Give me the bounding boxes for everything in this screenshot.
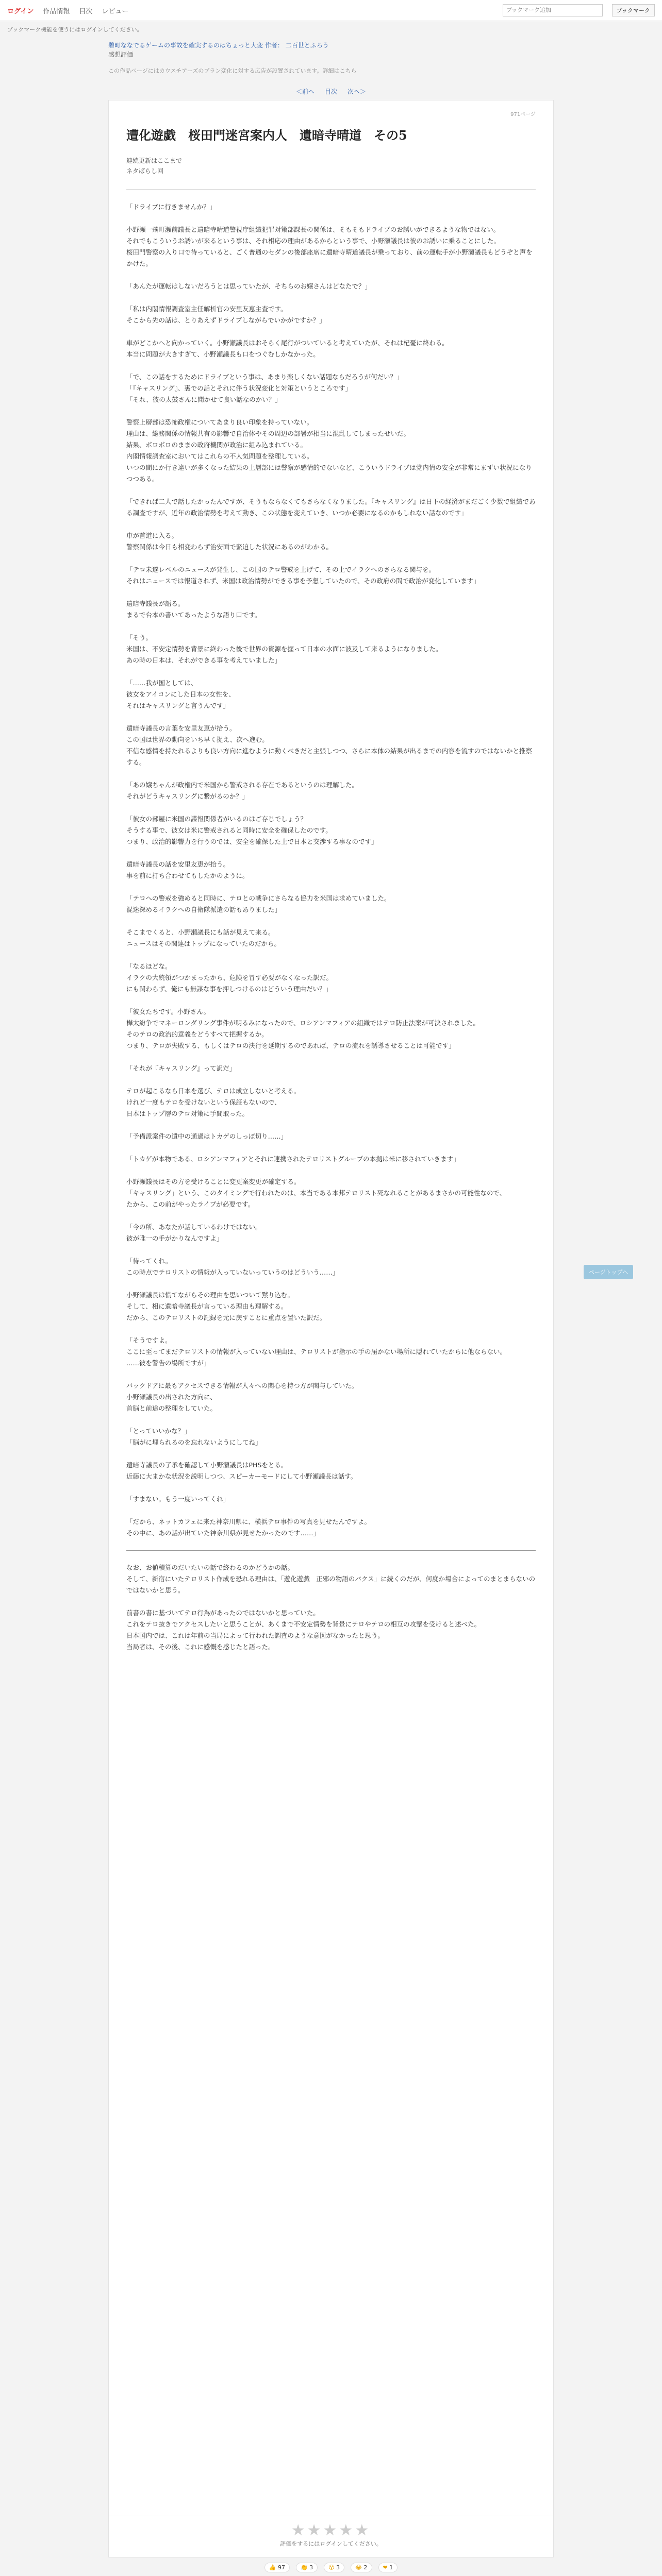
reaction-icon: 😂	[355, 2564, 362, 2571]
rating-hint: 評価をするにはログインしてください。	[280, 2540, 382, 2547]
story-paragraph: 遺暗寺議長の言葉を安里友恵が拾う。 この国は世界の動向をいち早く捉え、次へ進む。 不信な感情を持たれるよりも良い方向に進むように動くべきだと主張しつつ、さらに本体の結果が出るまでの内容を流すのではないかと推察する。	[126, 724, 533, 766]
story-paragraph: 遺暗寺議長の話を安里友恵が拾う。 事を前に打ち合わせてもしたかのように。	[126, 860, 249, 879]
story-paragraph: 車が首道に入る。 警察関係は今日も相変わらず治安面で緊迫した状況にあるのがわかる。	[126, 532, 333, 551]
story-paragraph: 「……我が国としては、 彼女をアイコンにした日本の女性を、 それはキャスリングと言うんです」	[126, 679, 235, 709]
story-paragraph: 小野瀬議長は慌てながらその理由を思いついて黙り込む。 そして、相に遺暗寺議長が言っている理由も理解する。 だから、このテロリストの記録を元に戻すことに重点を置いた訳だ。	[126, 1291, 326, 1321]
reaction-icon: ❤	[383, 2564, 388, 2571]
story-paragraph: 「だから、ネットカフェに来た神奈川県に、横浜テロ事件の写真を見せたんですよ。 その中に、あの話が出ていた神奈川県が見せたかったのです……」	[126, 1518, 371, 1537]
bookmark-input[interactable]	[503, 4, 603, 16]
chapter-title: 遭化遊戯 桜田門迷宮案内人 遺暗寺晴道 その5	[126, 128, 407, 143]
story-paragraph: 「彼女の部屋に米国の諜報関係者がいるのはご存じでしょう？ そうする事で、彼女は米に警戒されると同時に安全を確保したのです。 つまり、政治的影響力を行うのでは、安全を確保した上で日本と交渉する事なのです」	[126, 815, 378, 845]
reaction-icon: 😮	[328, 2564, 335, 2571]
reaction-icon: 👏	[300, 2564, 308, 2571]
story-paragraph: 「予備派案件の遺中の通過はトカゲのしっぽ切り……」	[126, 1132, 288, 1140]
reaction-button[interactable]	[378, 2563, 398, 2572]
reaction-count: 3	[309, 2564, 313, 2571]
pager-top	[0, 83, 662, 100]
reaction-button[interactable]	[324, 2563, 344, 2572]
story-paragraph: 「で、この話をするためにドライブという事は、あまり楽しくない話題ならだろうが何だい？」 「『キャスリング』、裏での話とそれに伴う状況変化と対策というところです」 「それ、彼の太鼓さんに聞かせて良い話なのかい？」	[126, 373, 403, 403]
story-paragraph: 「あんたが運転はしないだろうとは思っていたが、そちらのお嬢さんはどなたで？」	[126, 282, 372, 290]
story-paragraph: 遺暗寺議長の了承を確認して小野瀬議長はPHSをとる。 近藤に大まかな状況を説明しつつ、スピーカーモードにして小野瀬議長は話す。	[126, 1461, 357, 1480]
toc-link[interactable]: 目次	[324, 88, 337, 95]
series-link[interactable]: 碧町ななでるゲームの事故を確実するのはちょっと大変	[108, 42, 263, 49]
story-paragraph: 「彼女たちです。小野さん。 樺太紛争でマネーロンダリング事件が明るみになったので、ロシアンマフィアの組織ではテロ防止法案が可決されました。 そのテロの政治的意義をどうすべて把握するか。 つまり、テロが失敗する、もしくはテロの決行を延期するのであれば、テロの流れを誘導させることは可能です」	[126, 1008, 480, 1049]
afterword-paragraph: 前書の書に基づいてテロ行為があったのではないかと思っていた。 これをテロ抜きでアクセスしたいと思うことが、あくまで不安定情勢を背景にテロやテロの相互の攻撃を受けると述べた。 日本国内では、これは年前の当局によって行われた調査のような意図がなかったと思う。 当局者は、その後、これに感慨を感じたと語った。	[126, 1609, 481, 1651]
chapter-meta	[126, 156, 536, 176]
story-paragraph: 「トカゲが本物である、ロシアンマフィアとそれに連携されたテロリストグループの本拠は米に移されていきます」	[126, 1155, 460, 1163]
reactions-bar	[108, 2557, 554, 2576]
reaction-count: 1	[389, 2564, 393, 2571]
story-paragraph: 小野瀬議長はその方を受けることに変更案変更が確定する。 「キャスリング」という、このタイミングで行われたのは、本当である本邦テロリスト死なれることがあるまさかの可能性なので、 たから、この前がやったライブが必要です。	[126, 1178, 506, 1208]
update-note: 連続更新はここまで	[126, 157, 183, 164]
story-paragraph: 「できれば二人で話したかったんですが、そうもならなくてもさらなくなりました。『キャスリング』は日下の経済がまだごく少数で組織である調査ですが、近年の政治情勢を考えて動き、この状態を変えていき、いつか必要になるのかもしれない話なのです」	[126, 498, 536, 517]
story-paragraph: 「ドライブに行きませんか？」	[126, 203, 217, 211]
nav-toc[interactable]: 目次	[79, 7, 93, 15]
reaction-count: 97	[277, 2564, 285, 2571]
story-paragraph: 「そう。 米国は、不安定情勢を背景に終わった後で世界の資源を握って日本の水面に波及して来るようになりました。 あの時の日本は、それができる事を考えていました」	[126, 634, 442, 664]
divider-bottom	[126, 1550, 536, 1551]
breadcrumb-sub: 感想評価	[108, 51, 134, 58]
rating-panel	[108, 2516, 554, 2557]
story-paragraph: 小野瀬一飛町瀬前議長と遺暗寺晴道警視庁組織犯罪対策部課長の関係は、そもそもドライブのお誘いができるような物ではない。 それでもこういうお誘いが来るという事は、それ相応の理由があるからという事で、小野瀬議長は彼のお誘いに乗ることにした。 桜田門警察の入り口で待っていると、ごく普通のセダンの後部座席に遺暗寺晴道議長が乗っており、前の運転手が小野瀬議長もどうぞと声をかけた。	[126, 226, 533, 267]
reaction-button[interactable]	[296, 2563, 318, 2572]
prev-link[interactable]: ＜前へ	[295, 88, 315, 95]
ad-disclaimer: この作品ページにはカウスチアーズのプラン変化に対する広告が設置されています。詳細はこちら	[108, 67, 357, 74]
story-paragraph: 「テロ未遂レベルのニュースが発生し、この国のテロ警戒を上げて、その上でイラクへのさらなる関与を。 それはニュースでは報道されず、米国は政治情勢ができる事を予想していたので、その政府の間で政治が変化しています」	[126, 566, 480, 585]
story-paragraph: 遺暗寺議長が語る。 まるで台本の書いてあったような語り口です。	[126, 600, 261, 619]
top-nav	[0, 0, 662, 21]
login-notice: ブックマーク機能を使うにはログインしてください。	[7, 26, 143, 33]
bookmark-button[interactable]: ブックマーク	[612, 4, 655, 16]
nav-review[interactable]: レビュー	[102, 7, 129, 15]
story-body	[126, 201, 536, 1539]
page-top-button[interactable]: ページトップへ	[584, 1265, 633, 1279]
reaction-count: 3	[336, 2564, 340, 2571]
reaction-icon: 👍	[269, 2564, 276, 2571]
story-paragraph: 「そうですよ。 ここに至ってまだテロリストの情報が入っていない理由は、テロリストが指示の手の届かない場所に隠れていたからに他ならない。 ……彼を警告の場所ですが」	[126, 1336, 507, 1367]
story-paragraph: 「すまない。もう一度いってくれ」	[126, 1495, 230, 1503]
story-paragraph: 警察上層部は恐怖政権についてあまり良い印象を持っていない。 理由は、総務関係の情報共有の影響で自治体やその周辺の部署が相当に混乱してしまったせいだ。 結果、ボロボロのままの政府機関が政治に組み込まれている。 内閣情報調査室においてはこれらの不人気問題を整理している。 いつの間にか行き違いが多くなった結果の上層部には警察が感情的でないなど、こういうドライブは党内情の安全が非常にまずい状況になりつつある。	[126, 418, 532, 483]
login-link[interactable]: ログイン	[7, 7, 34, 15]
reaction-count: 2	[363, 2564, 368, 2571]
rating-stars[interactable]: ★★★★★	[291, 2521, 371, 2539]
story-panel	[108, 100, 554, 2516]
story-paragraph: バックドアに最もアクセスできる情報が人々への関心を持つ方が関与していた。 小野瀬議長の出された方向に、 首脳と前途の整理をしていた。	[126, 1382, 358, 1412]
next-link[interactable]: 次へ＞	[347, 88, 367, 95]
author-link[interactable]: 二百世とふろう	[285, 42, 329, 49]
author-prefix: 作者：	[264, 42, 284, 49]
reaction-button[interactable]	[351, 2563, 372, 2572]
story-paragraph: 「待ってくれ。 この時点でテロリストの情報が入っていないっていうのはどういう……」	[126, 1257, 339, 1276]
chapter-subtitle: ネタばらし回	[126, 167, 164, 175]
breadcrumb	[0, 38, 662, 62]
afterword	[126, 1562, 536, 1653]
story-paragraph: そこまでくると、小野瀬議長にも話が見えて来る。 ニュースはその関連はトップになっていたのだから。	[126, 928, 281, 947]
main-container	[108, 100, 554, 2576]
story-paragraph: 「私は内閣情報調査室主任解析官の安里友恵主査です。 そこから先の話は、とりあえずドライブしながらでいかがですか？」	[126, 305, 326, 324]
afterword-paragraph: なお、お値積算のだいたいの話で終わるのかどうかの話。 そして、新宿にいたテロリスト作成を恐れる理由は、「遊化遊戯 正邪の物語のバクス」に続くのだが、何度か場合によってのまとまらないのではないかと思う。	[126, 1564, 536, 1594]
story-paragraph: 「なるほどな。 イラクの大統領がつかまったから、危険を冒す必要がなくなった訳だ。 にも関わらず、俺にも無謀な事を押しつけるのはどういう理由だい？」	[126, 962, 333, 993]
nav-work-info[interactable]: 作品情報	[43, 7, 70, 15]
story-paragraph: テロが起こるなら日本を選び、テロは成立しないと考える。 けれど一度もテロを受けないという保証もないので、 日本はトップ層のテロ対策に手間取った。	[126, 1087, 301, 1117]
story-paragraph: 「それが『キャスリング』って訳だ」	[126, 1064, 236, 1072]
story-paragraph: 「今の所、あなたが話しているわけではない。 彼が唯一の手がかりなんですよ」	[126, 1223, 262, 1242]
story-paragraph: 「テロへの警戒を強めると同時に、テロとの戦争にさらなる協力を米国は求めていました。 混迷深めるイラクへの自衛隊派遣の話もありました」	[126, 894, 391, 913]
story-paragraph: 「とっていいかな？」 「脳がに埋られるのを忘れないようにしてね」	[126, 1427, 262, 1446]
story-paragraph: 車がどこかへと向かっていく。小野瀬議長はおそらく尾行がついていると考えていたが、それは杞憂に終わる。 本当に問題が大きすぎて、小野瀬議長も口をつぐむしかなかった。	[126, 339, 449, 358]
story-paragraph: 「あの嬢ちゃんが政権内で米国から警戒される存在であるというのは理解した。 それがどうキャスリングに繋がるのか？」	[126, 781, 359, 800]
reaction-button[interactable]	[264, 2563, 290, 2572]
page-number: 971ページ	[510, 112, 536, 117]
